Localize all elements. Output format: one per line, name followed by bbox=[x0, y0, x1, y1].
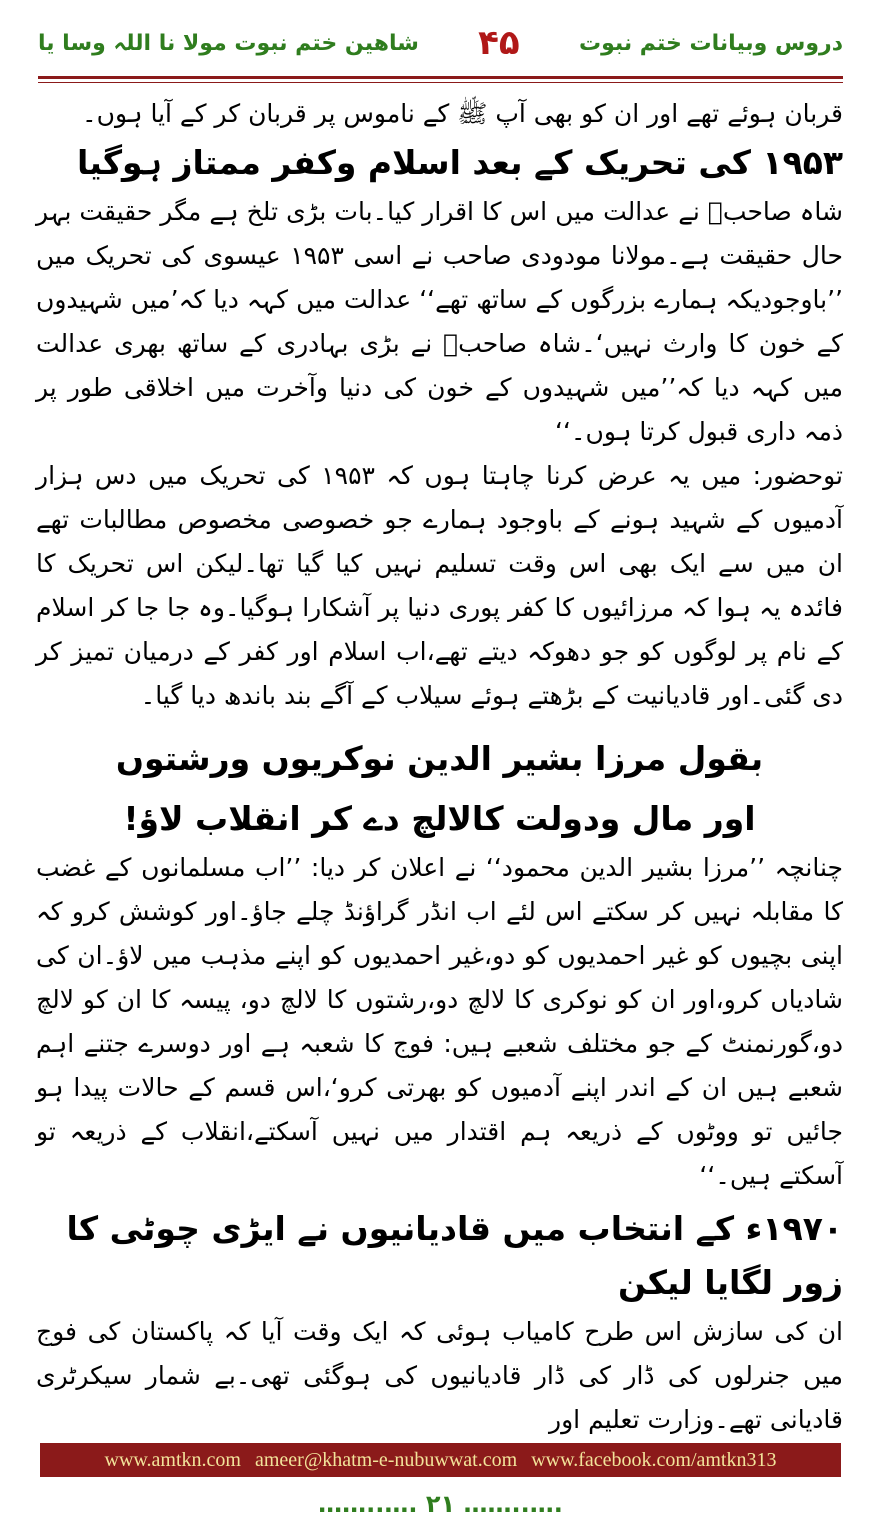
paragraph-3: توحضور: میں یہ عرض کرنا چاہتا ہوں کہ ۱۹۵۳ کی تحریک میں دس ہزار آدمیوں کے شہید ہونے کے باوجود ہمارے جو خصوصی مخصوص مطالبات تھے ان میں سے ایک بھی اس وقت تسلیم نہیں کیا گیا تھا۔لیکن اس تحریک کا فائدہ یہ ہوا کہ مرزائیوں کا کفر پوری دنیا پر آشکارا ہوگیا۔وہ جا جا کر اسلام کے نام پر لوگوں کو جو دھوکہ دیتے تھے،اب اسلام اور کفر کے درمیان تمیز کر دی گئی۔اور قادیانیت کے بڑھتے ہوئے سیلاب کے آگے بند باندھ دیا گیا۔ bbox=[36, 461, 844, 710]
section-heading-mirza-b: اور مال ودولت کالالچ دے کر انقلاب لاؤ! bbox=[123, 799, 756, 838]
paragraph-4: چنانچہ ’’مرزا بشیر الدین محمود‘‘ نے اعلان کر دیا: ’’اب مسلمانوں کے غضب کا مقابلہ نہیں کر سکتے اس لئے اب انڈر گراؤنڈ چلے جاؤ۔اور کوشش کرو کہ اپنی بچیوں کو غیر احمدیوں کو دو،غیر احمدیوں کو اپنے مذہب میں لاؤ۔ان کی شادیاں کرو،اور ان کو نوکری کا لالچ دو،رشتوں کا لالچ دو، پیسہ کا ان کو لالچ دو،گورنمنٹ کے جو مختلف شعبے ہیں: فوج کا شعبہ ہے اور دوسرے جتنے اہم شعبے ہیں ان کے اندر اپنے آدمیوں کو بھرتی کرو‘،اس قسم کے حالات پیدا ہو جائیں تو ووٹوں کے ذریعہ ہم اقتدار میں نہیں آسکتے،انقلاب کے ذریعہ تو آسکتے ہیں۔‘‘ bbox=[36, 853, 843, 1190]
header-divider bbox=[38, 76, 843, 79]
header-divider-thin bbox=[38, 82, 843, 83]
page-number: ……..…. ۲۱ ……..…. bbox=[318, 1490, 563, 1518]
section-heading-1970: ۱۹۷۰ء کے انتخاب میں قادیانیوں نے ایڑی چوٹی کا زور لگایا لیکن bbox=[66, 1209, 843, 1302]
author-title: شاھین ختم نبوت مولا نا اللہ وسا یا bbox=[38, 30, 419, 56]
book-title: دروس وبیانات ختم نبوت bbox=[579, 30, 843, 56]
paragraph-2: شاہ صاحبؒ نے عدالت میں اس کا اقرار کیا۔بات بڑی تلخ ہے مگر حقیقت بہر حال حقیقت ہے۔مولانا مودودی صاحب نے اسی ۱۹۵۳ عیسوی کی تحریک میں ’’باوجودیکہ ہمارے بزرگوں کے ساتھ تھے‘‘ عدالت میں کہہ دیا کہ’میں شہیدوں کے خون کا وارث نہیں‘۔شاہ صاحبؒ نے بڑی بہادری کے ساتھ بھری عدالت میں کہہ دیا کہ’’میں شہیدوں کے خون کی دنیا وآخرت میں اخلاقی طور پر ذمہ داری قبول کرتا ہوں۔‘‘ bbox=[36, 197, 844, 446]
page-header bbox=[38, 14, 843, 72]
section-heading-mirza-a: بقول مرزا بشیر الدین نوکریوں ورشتوں bbox=[115, 739, 764, 778]
email-link[interactable]: ameer@khatm-e-nubuwwat.com bbox=[254, 1448, 518, 1471]
volume-number: ۴۵ bbox=[478, 23, 520, 63]
page-content bbox=[36, 92, 843, 1442]
footer-bar bbox=[40, 1443, 841, 1477]
paragraph-1: قربان ہوئے تھے اور ان کو بھی آپ ﷺ کے ناموس پر قربان کر کے آیا ہوں۔ bbox=[81, 99, 843, 128]
section-heading-1953: ۱۹۵۳ کی تحریک کے بعد اسلام وکفر ممتاز ہوگیا bbox=[76, 143, 843, 182]
website-link[interactable]: www.amtkn.com bbox=[104, 1448, 241, 1471]
paragraph-5: ان کی سازش اس طرح کامیاب ہوئی کہ ایک وقت آیا کہ پاکستان کی فوج میں جنرلوں کی ڈار کی ڈار قادیانیوں کی ہوگئی تھی۔بے شمار سیکرٹری قادیانی تھے۔وزارت تعلیم اور bbox=[36, 1317, 843, 1434]
facebook-link[interactable]: www.facebook.com/amtkn313 bbox=[531, 1448, 777, 1471]
